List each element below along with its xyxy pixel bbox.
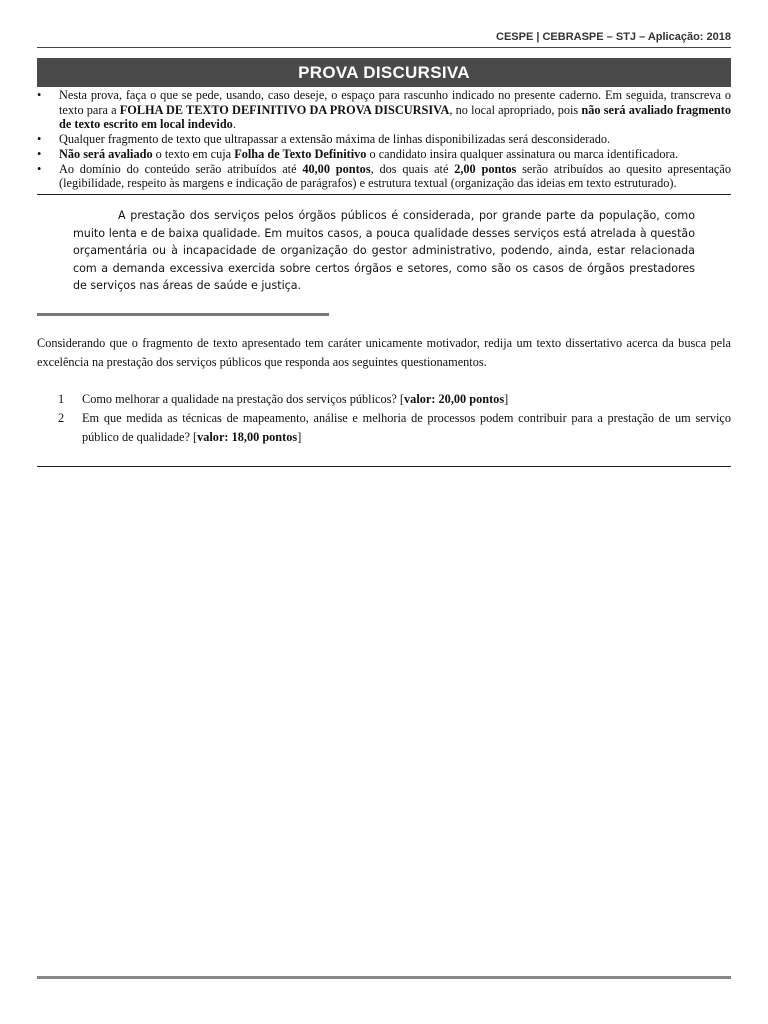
instruction-text: . — [232, 117, 236, 132]
bullet-marker: • — [37, 132, 42, 147]
instruction-emphasis: Não será avaliado — [59, 146, 153, 161]
question-text: Em que medida as técnicas de mapeamento, análise e melhoria de processos podem contribuir para a prestação de um serviço público de qualidade? — [82, 411, 731, 444]
question-value-close: ] — [504, 392, 509, 406]
instruction-item — [37, 162, 731, 191]
question-number: 2 — [58, 411, 65, 425]
question-item — [37, 409, 731, 447]
motivator-text-block — [73, 207, 695, 295]
motivator-paragraph: A prestação dos serviços pelos órgãos públicos é considerada, por grande parte da população, como muito lenta e de baixa qualidade. Em muitos casos, a pouca qualidade desses serviços está atrelada à questão orçamentária ou à incapacidade de organização do gestor administrativo, podendo, ainda, estar relacionada com a demanda excessiva exercida sobre certos órgãos e setores, como são os casos de órgãos prestadores de serviços nas áreas de saúde e justiça. — [73, 209, 695, 292]
questions-divider — [37, 466, 731, 467]
instruction-item — [37, 88, 731, 132]
footer-divider — [37, 976, 731, 979]
instruction-emphasis: não será avaliado fragmento de texto escrito em local indevido — [59, 102, 731, 132]
bullet-marker: • — [37, 161, 42, 176]
instruction-text: , no local apropriado, pois — [449, 102, 582, 117]
instruction-text: , dos quais até — [370, 161, 455, 176]
instruction-text: Qualquer fragmento de texto que ultrapassar a extensão máxima de linhas disponibilizadas será desconsiderado. — [59, 132, 611, 147]
motivator-divider — [37, 313, 329, 316]
instructions-list — [37, 88, 731, 191]
instruction-text: serão atribuídos ao quesito apresentação (legibilidade, respeito às margens e indicação de parágrafos) e estrutura textual (organização das ideias em texto estruturado). — [59, 161, 731, 191]
question-value-close: ] — [297, 430, 302, 444]
question-number: 1 — [58, 392, 65, 406]
question-value: valor: 20,00 pontos — [404, 392, 505, 406]
bullet-marker: • — [37, 88, 42, 102]
instruction-item — [37, 132, 731, 147]
exam-header: CESPE | CEBRASPE – STJ – Aplicação: 2018 — [496, 31, 731, 43]
page-title: PROVA DISCURSIVA — [37, 58, 731, 87]
instructions-divider — [37, 194, 731, 195]
bullet-marker: • — [37, 146, 42, 161]
header-divider — [37, 47, 731, 48]
question-value-open: [ — [399, 392, 405, 406]
instruction-text: o texto em cuja — [152, 146, 235, 161]
instruction-text: Ao domínio do conteúdo serão atribuídos até — [59, 161, 303, 176]
instruction-emphasis: 40,00 pontos — [302, 161, 371, 176]
instruction-item — [37, 147, 731, 162]
instruction-emphasis: 2,00 pontos — [454, 161, 517, 176]
question-value-open: [ — [192, 430, 198, 444]
instruction-emphasis: FOLHA DE TEXTO DEFINITIVO DA PROVA DISCURSIVA — [119, 102, 450, 117]
question-item — [37, 390, 731, 409]
instruction-text: Nesta prova, faça o que se pede, usando, caso deseje, o espaço para rascunho indicado no presente caderno. Em seguida, transcreva o texto para a — [59, 88, 731, 117]
question-value: valor: 18,00 pontos — [197, 430, 298, 444]
prompt-block — [37, 334, 731, 372]
instruction-text: o candidato insira qualquer assinatura ou marca identificadora. — [366, 146, 679, 161]
questions-list — [37, 390, 731, 447]
instruction-emphasis: Folha de Texto Definitivo — [234, 146, 367, 161]
question-text: Como melhorar a qualidade na prestação dos serviços públicos? — [82, 392, 400, 406]
prompt-paragraph: Considerando que o fragmento de texto apresentado tem caráter unicamente motivador, redija um texto dissertativo acerca da busca pela excelência na prestação dos serviços públicos que responda aos seguintes questionamentos. — [37, 336, 731, 369]
